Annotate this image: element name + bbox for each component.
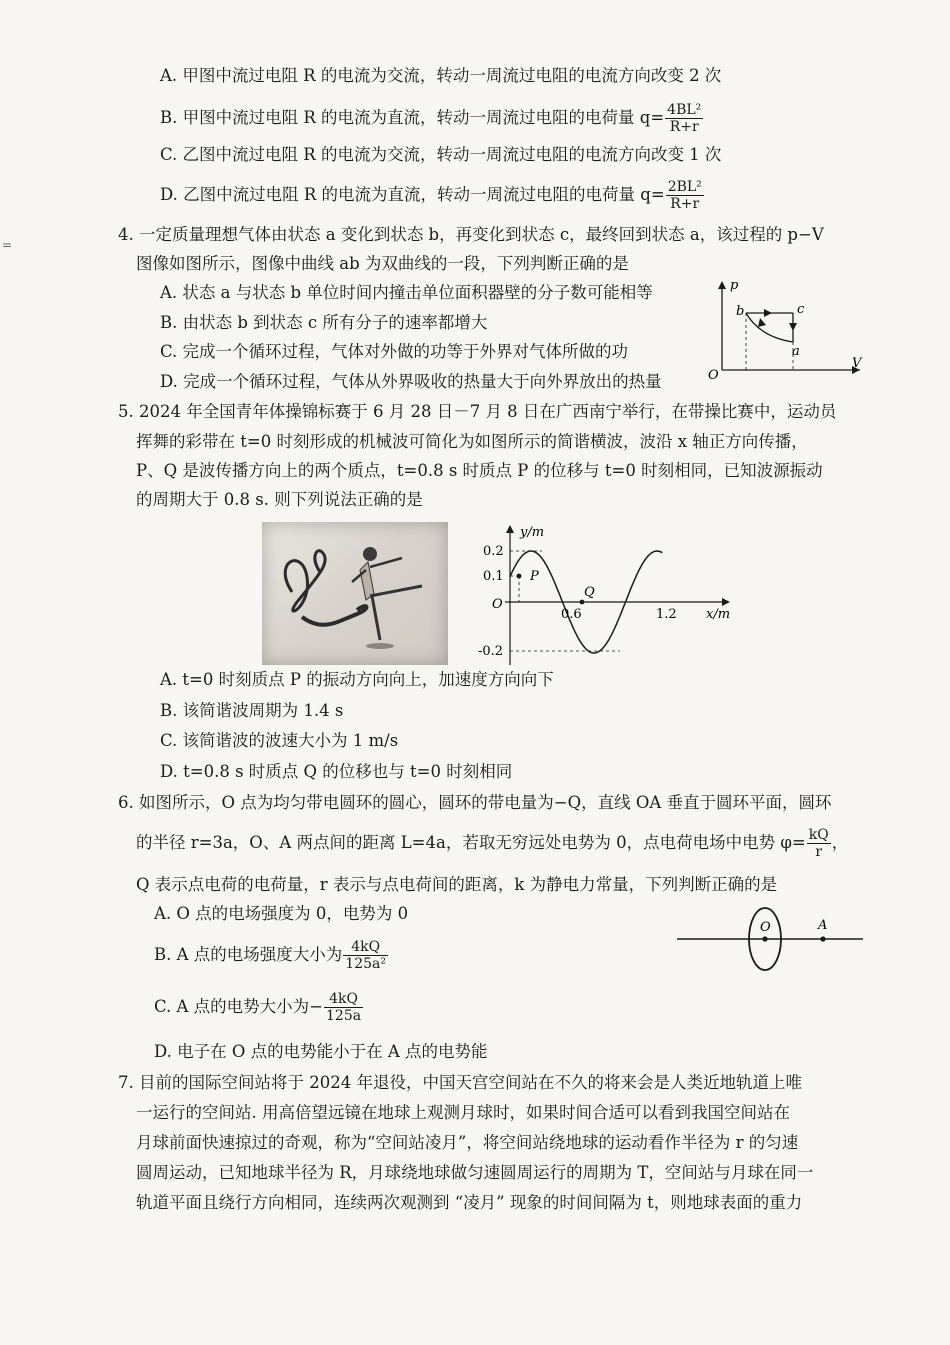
q3-b-denominator: R+r bbox=[669, 119, 699, 135]
q3-b-numerator: 4BL² bbox=[667, 102, 702, 118]
q7-line3: 月球前面快速掠过的奇观，称为“空间站凌月”，将空间站绕地球的运动看作半径为 r 的匀速 bbox=[136, 1133, 799, 1152]
q3-d-numerator: 2BL² bbox=[667, 179, 702, 195]
q5-option-c: C. 该简谐波的波速大小为 1 m/s bbox=[160, 731, 399, 750]
q6-option-b bbox=[154, 940, 389, 971]
q3-option-b-fraction bbox=[665, 103, 703, 134]
wave-x-tick-0.6: 0.6 bbox=[561, 607, 582, 622]
ring-diagram bbox=[675, 905, 870, 975]
q7-line5: 轨道平面且绕行方向相同，连续两次观测到 “凌月” 现象的时间间隔为 t，则地球表面的重力 bbox=[136, 1193, 803, 1212]
pv-label-c: c bbox=[797, 302, 805, 317]
pv-label-v: V bbox=[852, 356, 862, 371]
q6-stem-line1: 6. 如图所示，O 点为均匀带电圆环的圆心，圆环的带电量为−Q，直线 OA 垂直于圆环平面，圆环 bbox=[118, 793, 832, 812]
wave-point-q bbox=[580, 600, 585, 605]
q6-option-b-fraction bbox=[343, 940, 388, 971]
wave-y-tick-neg0.2: -0.2 bbox=[478, 644, 504, 659]
q6-stem-line2 bbox=[136, 828, 848, 859]
q6-stem-line2-end: ， bbox=[831, 833, 849, 852]
q3-option-c: C. 乙图中流过电阻 R 的电流为交流，转动一周流过电阻的电流方向改变 1 次 bbox=[160, 145, 722, 164]
pv-label-a: a bbox=[792, 344, 800, 359]
q4-option-b: B. 由状态 b 到状态 c 所有分子的速率都增大 bbox=[160, 313, 488, 332]
q5-stem-line2: 挥舞的彩带在 t=0 时刻形成的机械波可简化为如图所示的简谐横波，波沿 x 轴正方向传播， bbox=[136, 432, 808, 451]
q3-option-d-text: D. 乙图中流过电阻 R 的电流为直流，转动一周流过电阻的电荷量 q= bbox=[160, 185, 665, 204]
q6-b-numerator: 4kQ bbox=[343, 940, 388, 956]
pv-bc-arrow bbox=[764, 309, 772, 317]
gymnast-head bbox=[363, 547, 377, 561]
pv-label-b: b bbox=[736, 304, 745, 319]
q6-potential-fraction bbox=[807, 828, 831, 859]
wave-point-p bbox=[517, 574, 522, 579]
q6-option-a: A. O 点的电场强度为 0，电势为 0 bbox=[154, 904, 409, 923]
q6-b-denominator: 125a² bbox=[345, 956, 386, 972]
pv-label-o: O bbox=[708, 368, 719, 383]
q6-potential-denominator: r bbox=[815, 844, 823, 860]
q4-stem-line2: 图像如图所示，图像中曲线 ab 为双曲线的一段，下列判断正确的是 bbox=[136, 254, 629, 273]
q7-line1: 7. 目前的国际空间站将于 2024 年退役，中国天宫空间站在不久的将来会是人类近地轨道上唯 bbox=[118, 1073, 802, 1092]
q3-option-d bbox=[160, 180, 705, 211]
ribbon-gymnast-photo bbox=[262, 522, 448, 665]
wave-y-tick-0.1: 0.1 bbox=[483, 569, 504, 584]
wave-y-tick-0.2: 0.2 bbox=[483, 544, 504, 559]
wave-graph bbox=[470, 520, 740, 670]
q6-option-b-text: B. A 点的电场强度大小为 bbox=[154, 945, 343, 964]
q4-option-c: C. 完成一个循环过程，气体对外做的功等于外界对气体所做的功 bbox=[160, 342, 629, 361]
wave-label-q: Q bbox=[584, 585, 595, 600]
ribbon-swirl-left bbox=[285, 551, 325, 611]
gymnast-leg-standing bbox=[372, 596, 380, 640]
q6-stem-line3: Q 表示点电荷的电荷量，r 表示与点电荷间的距离，k 为静电力常量，下列判断正确的是 bbox=[136, 875, 778, 894]
gymnast-illustration bbox=[262, 522, 448, 665]
wave-x-label: x/m bbox=[706, 607, 731, 622]
pv-ca-arrow bbox=[789, 323, 797, 331]
q4-stem-line1: 4. 一定质量理想气体由状态 a 变化到状态 b，再变化到状态 c，最终回到状态 a，该过程的 p−V bbox=[118, 225, 824, 244]
q5-option-a: A. t=0 时刻质点 P 的振动方向向上，加速度方向向下 bbox=[160, 670, 554, 689]
q3-option-b bbox=[160, 103, 704, 134]
q7-line2: 一运行的空间站. 用高倍望远镜在地球上观测月球时，如果时间合适可以看到我国空间站在 bbox=[136, 1103, 790, 1122]
gymnast-shadow bbox=[366, 643, 394, 649]
pv-label-p: p bbox=[730, 278, 739, 293]
q3-option-a: A. 甲图中流过电阻 R 的电流为交流，转动一周流过电阻的电流方向改变 2 次 bbox=[160, 66, 722, 85]
q6-c-denominator: 125a bbox=[326, 1008, 362, 1024]
point-a bbox=[820, 936, 825, 941]
wave-y-arrow bbox=[506, 525, 514, 533]
pv-ab-arrow bbox=[758, 318, 766, 327]
pv-p-arrow bbox=[718, 281, 726, 289]
q5-option-b: B. 该简谐波周期为 1.4 s bbox=[160, 701, 344, 720]
q3-option-d-fraction bbox=[666, 180, 704, 211]
q6-potential-numerator: kQ bbox=[808, 827, 829, 843]
q7-line4: 圆周运动，已知地球半径为 R，月球绕地球做匀速圆周运行的周期为 T，空间站与月球在同一 bbox=[136, 1163, 814, 1182]
q3-option-b-text: B. 甲图中流过电阻 R 的电流为直流，转动一周流过电阻的电荷量 q= bbox=[160, 108, 665, 127]
gymnast-leg-raised bbox=[370, 586, 422, 596]
pv-diagram bbox=[700, 275, 870, 385]
q6-c-numerator: 4kQ bbox=[324, 992, 363, 1008]
q6-stem-line2-text: 的半径 r=3a，O、A 两点间的距离 L=4a，若取无穷远处电势为 0，点电荷电场中电势 φ= bbox=[136, 833, 806, 852]
ring-label-a: A bbox=[818, 918, 828, 933]
ribbon-swirl-bottom bbox=[302, 606, 366, 625]
pv-ab-curve bbox=[746, 313, 793, 342]
q4-option-d: D. 完成一个循环过程，气体从外界吸收的热量大于向外界放出的热量 bbox=[160, 372, 662, 391]
wave-origin-label: O bbox=[492, 597, 503, 612]
wave-x-tick-1.2: 1.2 bbox=[656, 607, 677, 622]
margin-mark: = bbox=[2, 238, 13, 252]
q3-d-denominator: R+r bbox=[670, 196, 700, 212]
q5-stem-line3: P、Q 是波传播方向上的两个质点，t=0.8 s 时质点 P 的位移与 t=0 时刻相同，已知波源振动 bbox=[136, 461, 823, 480]
q6-option-d: D. 电子在 O 点的电势能小于在 A 点的电势能 bbox=[154, 1042, 488, 1061]
ring-center-o bbox=[762, 936, 767, 941]
q6-option-c-text: C. A 点的电势大小为− bbox=[154, 997, 324, 1016]
q6-option-c-fraction bbox=[324, 992, 363, 1023]
q6-option-c bbox=[154, 992, 364, 1023]
wave-x-arrow bbox=[722, 598, 730, 606]
q5-option-d: D. t=0.8 s 时质点 Q 的位移也与 t=0 时刻相同 bbox=[160, 762, 513, 781]
q5-stem-line4: 的周期大于 0.8 s. 则下列说法正确的是 bbox=[136, 490, 423, 509]
wave-y-label: y/m bbox=[520, 525, 545, 540]
q5-stem-line1: 5. 2024 年全国青年体操锦标赛于 6 月 28 日－7 月 8 日在广西南宁举行，在带操比赛中，运动员 bbox=[118, 402, 837, 421]
wave-label-p: P bbox=[530, 569, 539, 584]
ring-label-o: O bbox=[760, 920, 771, 935]
gymnast-arm-right bbox=[370, 558, 402, 567]
q4-option-a: A. 状态 a 与状态 b 单位时间内撞击单位面积器壁的分子数可能相等 bbox=[160, 283, 653, 302]
